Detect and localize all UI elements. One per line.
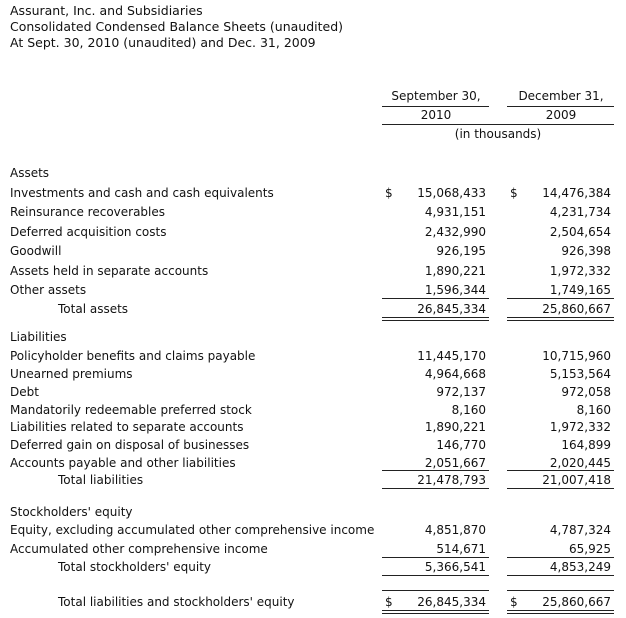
row-label: Accumulated other comprehensive income [10, 542, 268, 556]
total-assets-label: Total assets [58, 302, 129, 316]
row-label: Goodwill [10, 244, 62, 258]
row-label: Policyholder benefits and claims payable [10, 349, 256, 363]
currency-symbol: $ [510, 186, 518, 200]
grand-total-rule [382, 590, 489, 591]
value-2009: 14,476,384 [542, 186, 611, 200]
value-2009: 5,153,564 [549, 367, 611, 381]
subtotal-rule [382, 557, 489, 558]
value-2010: 4,964,668 [424, 367, 486, 381]
total-rule [382, 575, 489, 576]
statement-subtitle: At Sept. 30, 2010 (unaudited) and Dec. 31, 2009 [10, 35, 316, 50]
value-2009: 10,715,960 [542, 349, 611, 363]
col-2010-date: September 30, [391, 89, 481, 103]
row-label: Reinsurance recoverables [10, 205, 166, 219]
units-note: (in thousands) [454, 127, 542, 141]
liabilities-heading: Liabilities [10, 330, 67, 344]
grand-total-rule [507, 610, 614, 611]
value-2009: 4,787,324 [549, 523, 611, 537]
total-equity-label: Total stockholders' equity [58, 560, 212, 574]
total-liabilities-label: Total liabilities [58, 473, 144, 487]
row-label: Equity, excluding accumulated other comprehensive income [10, 523, 375, 537]
value-2009: 1,749,165 [549, 283, 611, 297]
grand-total-rule [382, 613, 489, 614]
equity-heading: Stockholders' equity [10, 505, 133, 519]
row-label: Deferred gain on disposal of businesses [10, 438, 250, 452]
total-assets-2010: 26,845,334 [417, 302, 486, 316]
row-label: Liabilities related to separate accounts [10, 420, 244, 434]
row-label: Other assets [10, 283, 87, 297]
value-2010: 972,137 [436, 385, 486, 399]
grand-total-rule [507, 590, 614, 591]
row-label: Unearned premiums [10, 367, 133, 381]
value-2009: 926,398 [561, 244, 611, 258]
value-2010: 8,160 [451, 403, 486, 417]
value-2009: 8,160 [576, 403, 611, 417]
col-2009-date-rule [507, 106, 614, 107]
value-2009: 4,231,734 [549, 205, 611, 219]
grand-total-2010: 26,845,334 [417, 595, 486, 609]
currency-symbol: $ [385, 186, 393, 200]
total-equity-2010: 5,366,541 [424, 560, 486, 574]
subtotal-rule [382, 470, 489, 471]
col-2009-year: 2009 [545, 108, 577, 122]
row-label: Investments and cash and cash equivalents [10, 186, 274, 200]
value-2009: 1,972,332 [549, 264, 611, 278]
total-rule [507, 488, 614, 489]
currency-symbol: $ [510, 595, 518, 609]
total-liabilities-2010: 21,478,793 [417, 473, 486, 487]
value-2010: 2,432,990 [424, 225, 486, 239]
company-name: Assurant, Inc. and Subsidiaries [10, 3, 203, 18]
value-2010: 4,851,870 [424, 523, 486, 537]
value-2009: 2,504,654 [549, 225, 611, 239]
grand-total-2009: 25,860,667 [542, 595, 611, 609]
subtotal-rule [382, 298, 489, 299]
value-2009: 972,058 [561, 385, 611, 399]
value-2010: 514,671 [436, 542, 486, 556]
row-label: Assets held in separate accounts [10, 264, 209, 278]
value-2010: 1,596,344 [424, 283, 486, 297]
assets-heading: Assets [10, 166, 50, 180]
grand-total-rule [382, 610, 489, 611]
col-2010-date-rule [382, 106, 489, 107]
value-2009: 164,899 [561, 438, 611, 452]
total-assets-2009: 25,860,667 [542, 302, 611, 316]
value-2009: 1,972,332 [549, 420, 611, 434]
row-label: Debt [10, 385, 39, 399]
row-label: Accounts payable and other liabilities [10, 456, 236, 470]
total-rule [382, 317, 489, 318]
value-2010: 15,068,433 [417, 186, 486, 200]
value-2010: 1,890,221 [424, 264, 486, 278]
value-2010: 4,931,151 [424, 205, 486, 219]
row-label: Mandatorily redeemable preferred stock [10, 403, 252, 417]
value-2010: 11,445,170 [417, 349, 486, 363]
value-2010: 926,195 [436, 244, 486, 258]
year-rule [382, 124, 614, 125]
total-rule [507, 575, 614, 576]
col-2009-date: December 31, [518, 89, 604, 103]
statement-title: Consolidated Condensed Balance Sheets (unaudited) [10, 19, 344, 34]
total-rule [382, 320, 489, 321]
col-2010-year: 2010 [420, 108, 452, 122]
total-rule [507, 317, 614, 318]
total-liabilities-2009: 21,007,418 [542, 473, 611, 487]
row-label: Deferred acquisition costs [10, 225, 167, 239]
currency-symbol: $ [385, 595, 393, 609]
value-2010: 146,770 [436, 438, 486, 452]
subtotal-rule [507, 470, 614, 471]
value-2009: 65,925 [569, 542, 611, 556]
total-rule [507, 320, 614, 321]
value-2010: 1,890,221 [424, 420, 486, 434]
value-2010: 2,051,667 [424, 456, 486, 470]
value-2009: 2,020,445 [549, 456, 611, 470]
subtotal-rule [507, 557, 614, 558]
grand-total-rule [507, 613, 614, 614]
grand-total-label: Total liabilities and stockholders' equity [58, 595, 295, 609]
total-equity-2009: 4,853,249 [549, 560, 611, 574]
total-rule [382, 488, 489, 489]
subtotal-rule [507, 298, 614, 299]
